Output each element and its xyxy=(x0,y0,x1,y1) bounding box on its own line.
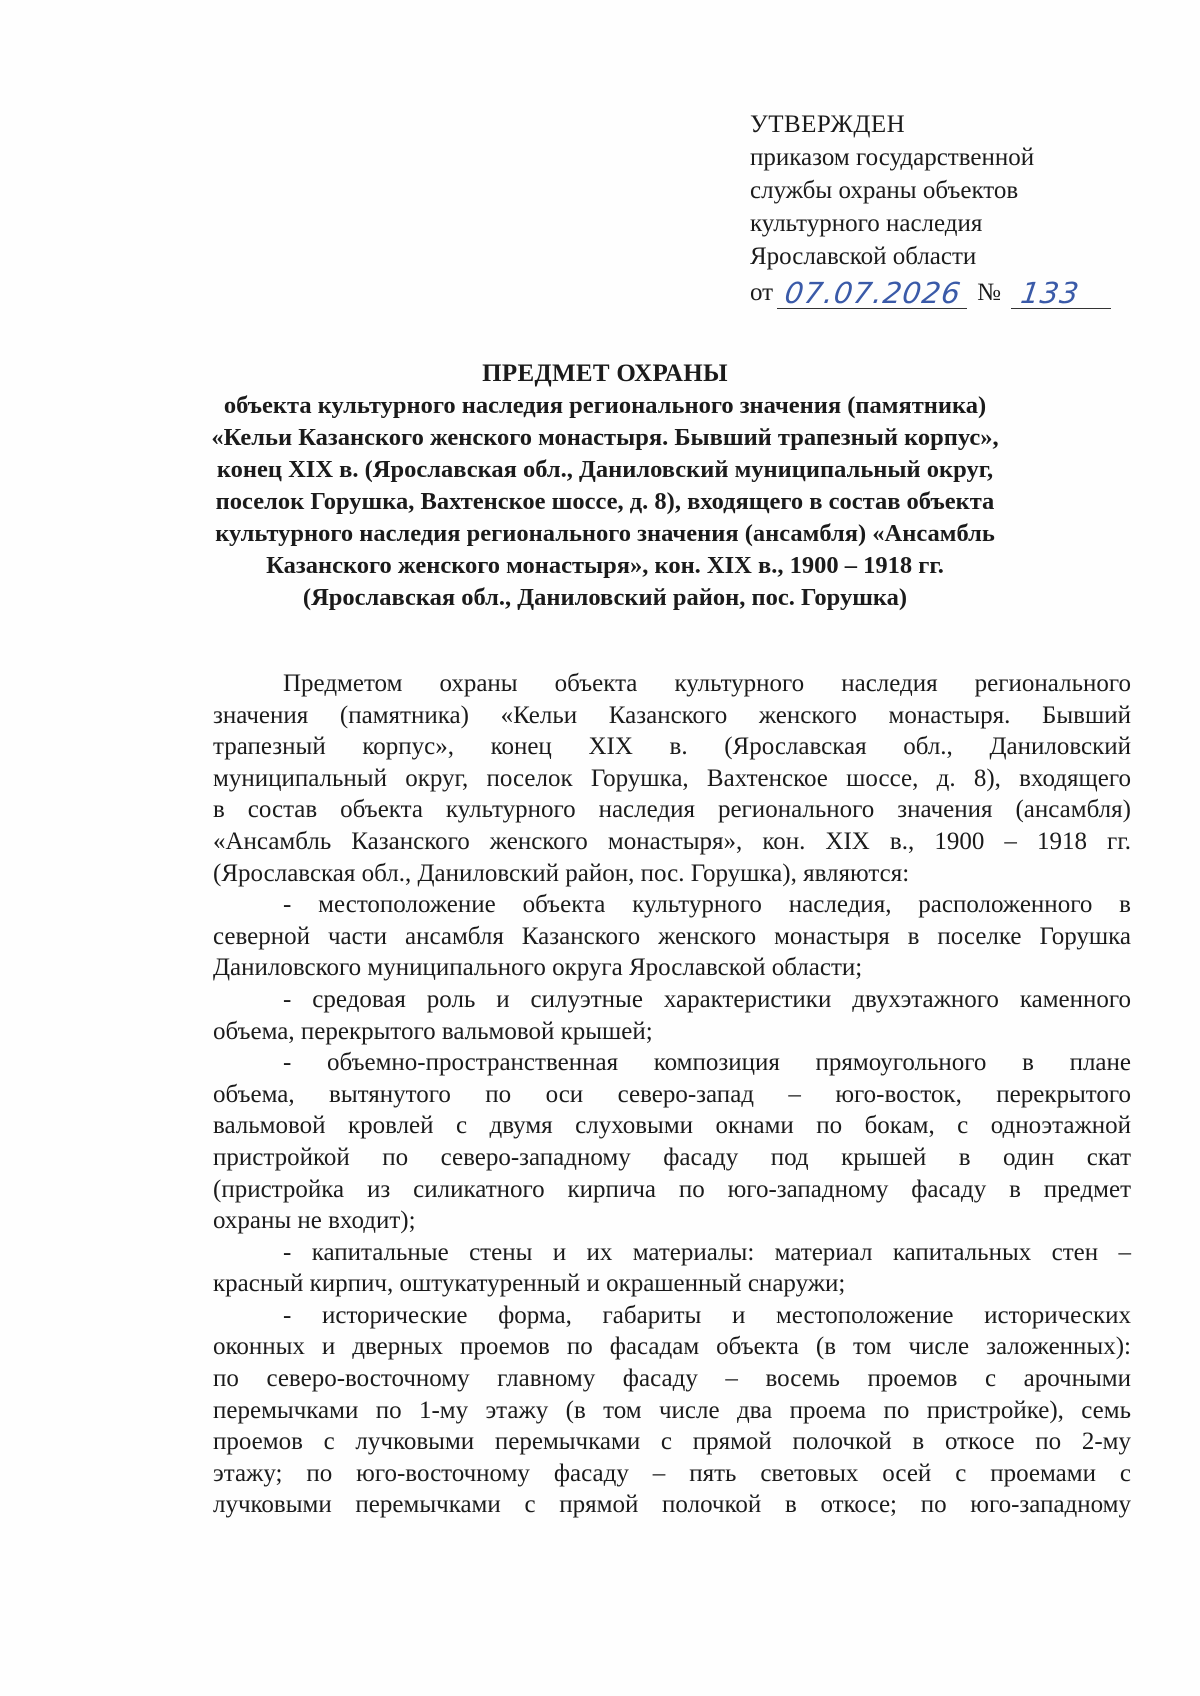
body-line: вальмовой кровлей с двумя слуховыми окнами по бокам, с одноэтажной xyxy=(213,1112,1131,1140)
approval-line: приказом государственной xyxy=(750,144,1035,171)
title-line: культурного наследия регионального значения (ансамбля) «Ансамбль xyxy=(215,520,995,547)
document-title-block xyxy=(150,358,1060,614)
body-line: в состав объекта культурного наследия регионального значения (ансамбля) xyxy=(213,796,1131,824)
title-line: конец XIX в. (Ярославская обл., Даниловский муниципальный округ, xyxy=(216,456,994,483)
body-line: (Ярославская обл., Даниловский район, пос. Горушка), являются: xyxy=(213,859,910,887)
body-line: (пристройка из силикатного кирпича по юго-западному фасаду в предмет xyxy=(213,1175,1131,1203)
body-line: охраны не входит); xyxy=(213,1207,416,1235)
body-line: северной части ансамбля Казанского женского монастыря в поселке Горушка xyxy=(213,922,1131,950)
title-line: Казанского женского монастыря», кон. XIX в., 1900 – 1918 гг. xyxy=(266,552,944,579)
title-line: объекта культурного наследия регионального значения (памятника) xyxy=(223,392,987,419)
handwritten-number: 133 xyxy=(1018,276,1082,310)
body-line: - средовая роль и силуэтные характеристики двухэтажного каменного xyxy=(283,985,1131,1013)
approval-line: службы охраны объектов xyxy=(750,177,1019,204)
body-line: объема, вытянутого по оси северо-запад – юго-восток, перекрытого xyxy=(213,1080,1131,1108)
document-body xyxy=(213,668,1131,1521)
body-line: по северо-восточному главному фасаду – восемь проемов с арочными xyxy=(213,1365,1131,1393)
body-line: Предметом охраны объекта культурного наследия регионального xyxy=(283,670,1131,697)
body-line: объема, перекрытого вальмовой крышей; xyxy=(213,1017,653,1045)
body-line: перемычками по 1-му этажу (в том числе два проема по пристройке), семь xyxy=(213,1396,1131,1424)
body-line: - объемно-пространственная композиция прямоугольного в плане xyxy=(283,1049,1131,1077)
body-line: этажу; по юго-восточному фасаду – пять световых осей с проемами с xyxy=(213,1459,1131,1487)
body-line: значения (памятника) «Кельи Казанского женского монастыря. Бывший xyxy=(213,701,1131,729)
document-title: ПРЕДМЕТ ОХРАНЫ xyxy=(482,360,728,387)
body-line: трапезный корпус», конец XIX в. (Ярославская обл., Даниловский xyxy=(213,733,1131,761)
body-line: - местоположение объекта культурного наследия, расположенного в xyxy=(283,891,1131,919)
date-field xyxy=(777,278,967,309)
body-line: красный кирпич, оштукатуренный и окрашенный снаружи; xyxy=(213,1270,846,1298)
number-field xyxy=(1011,278,1111,309)
date-prefix: от xyxy=(750,279,774,306)
title-line: поселок Горушка, Вахтенское шоссе, д. 8), входящего в состав объекта xyxy=(215,488,995,515)
body-line: пристройкой по северо-западному фасаду под крышей в один скат xyxy=(213,1143,1131,1171)
body-line: - капитальные стены и их материалы: материал капитальных стен – xyxy=(283,1238,1131,1266)
approval-block xyxy=(750,108,1150,309)
approval-line: Ярославской области xyxy=(750,243,977,270)
title-line: «Кельи Казанского женского монастыря. Бывший трапезный корпус», xyxy=(211,424,999,451)
approval-heading: УТВЕРЖДЕН xyxy=(750,111,906,138)
body-line: - исторические форма, габариты и местоположение исторических xyxy=(283,1301,1131,1329)
title-line: (Ярославская обл., Даниловский район, пос. Горушка) xyxy=(302,584,908,611)
number-prefix: № xyxy=(977,279,1001,306)
body-line: лучковыми перемычками с прямой полочкой в откосе; по юго-западному xyxy=(213,1491,1131,1519)
body-line: оконных и дверных проемов по фасадам объекта (в том числе заложенных): xyxy=(213,1333,1131,1361)
approval-date-number-row xyxy=(750,273,1150,309)
body-line: Даниловского муниципального округа Ярославской области; xyxy=(213,954,863,982)
body-line: муниципальный округ, поселок Горушка, Вахтенское шоссе, д. 8), входящего xyxy=(213,764,1131,792)
handwritten-date: 07.07.2026 xyxy=(782,276,964,310)
body-line: проемов с лучковыми перемычками с прямой полочкой в откосе по 2-му xyxy=(213,1428,1131,1456)
body-line: «Ансамбль Казанского женского монастыря», кон. XIX в., 1900 – 1918 гг. xyxy=(213,827,1131,855)
approval-line: культурного наследия xyxy=(750,210,983,237)
